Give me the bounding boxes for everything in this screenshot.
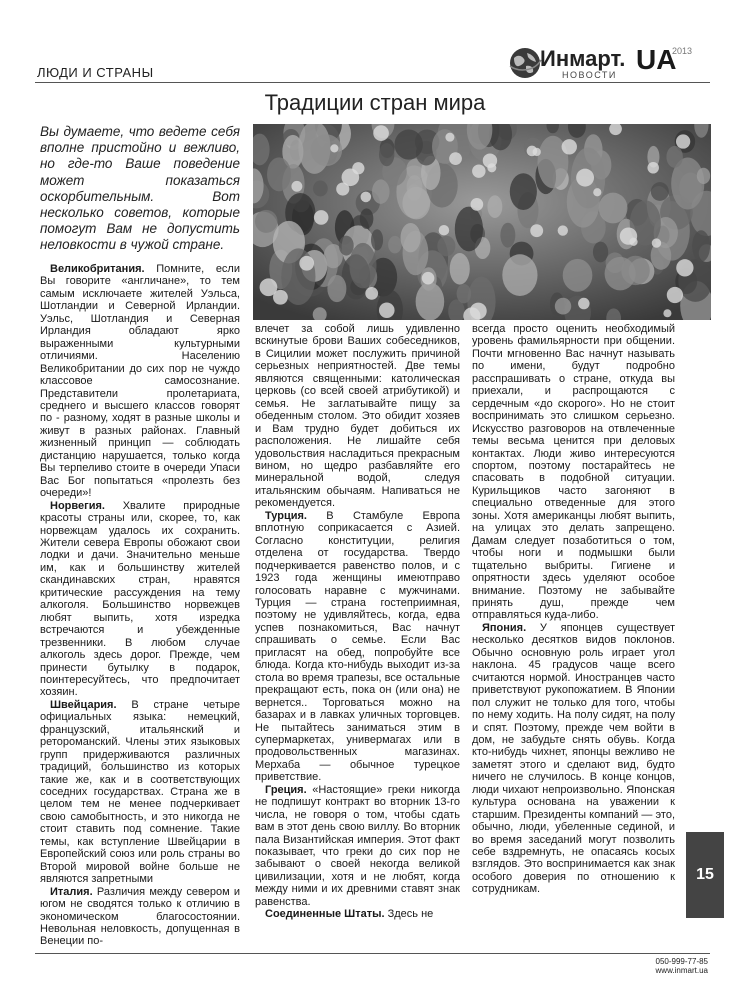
- footer-phone: 050-999-77-85: [655, 957, 708, 966]
- bottom-rule: [35, 953, 710, 954]
- top-rule: [35, 82, 710, 83]
- column-2: [255, 323, 460, 921]
- paragraph-lead: Греция.: [265, 783, 307, 796]
- paragraph: [40, 699, 240, 886]
- paragraph: [255, 510, 460, 784]
- logo-news: НОВОСТИ: [562, 70, 617, 80]
- paragraph-text: Помните, если Вы говорите «англичане», то тем самым исключаете жителей Уэльса, Шотландии и Северной Ирландии. Уэльс, Шотландия и Северная Ирландия обладают ярко выраженными культурными отличиями. Населению Великобритании до сих пор не чуждо классовое самосознание. Представители пролетариата, среднего и высшего классов говорят по - разному, ходят в разные школы и живут в разных районах. Главный жизненный принцип — соблюдать дистанцию нарушается, только когда Вы терпеливо стоите в очереди Упаси Вас Бог попытаться «пролезть без очереди»!: [40, 263, 240, 500]
- paragraph-text: В стране четыре официальных языка: немецкий, французский, итальянский и ретороманский. Члены этих языковых групп придерживаются различных традиций, большинство из которых такие же, как и в соответствующих соседних государствах. Страна же в целом тем не менее подчеркивает свою самобытность, и это никогда не стоит ставить под сомнение. Такие темы, как вступление Швейцарии в Европейский союз или роль страны во Второй мировой войне больше не являются запретными: [40, 698, 240, 886]
- column-3: [472, 323, 675, 896]
- paragraph-text: У японцев существует несколько десятков видов поклонов. Обычно основную роль играет угол наклона. 45 градусов чаще всего считаются нормой. Иностранцев часто приветствуют рукопожатием. В Японии пол служит не только для того, чтобы по нему ходить. На полу сидят, на полу и спят. Поэтому, прежде чем войти в дом, не забудьте снять обувь. Когда кто-нибудь чихнет, японцы вежливо не заметят этого и сделают вид, будто ничего не случилось. В конце концов, люди чихают непроизвольно. Японская культура основана на уважении к старшим. Президенты компаний — это, обычно, люди, убеленные сединой, и во время заседаний могут позволить себе вздремнуть, не опасаясь косых взглядов. Это воспринимается как знак особого доверия по отношению к сотрудникам.: [472, 621, 675, 896]
- paragraph-lead: Швейцария.: [50, 698, 117, 711]
- paragraph: [255, 908, 460, 920]
- paragraph-lead: Япония.: [482, 621, 527, 634]
- paragraph-text: всегда просто оценить необходимый уровень фамильярности при общении. Почти мгновенно Вас начнут называть по имени, будут подробно расспрашивать о стране, откуда вы приехали, и распрощаются с сердечным «до скорого». Но не стоит воспринимать это слишком серьезно. Искусство разговоров на отвлеченные темы весьма ценится при деловых контактах. Люди живо интересуются спортом, поэтому постарайтесь не спасовать в подобной ситуации. Курильщиков часто загоняют в специально отведенные для этого зоны. Хотя американцы любят выпить, на улицах это делать запрещено. Дамам следует позаботиться о том, чтобы ноги и подмышки были тщательно выбриты. Гигиене и опрятности здесь уделяют особое внимание. Поэтому не забывайте принять душ, прежде чем отправляться куда-либо.: [472, 323, 675, 622]
- article-intro: Вы думаете, что ведете себя вполне пристойно и вежливо, но где-то Ваше поведение может показаться оскорбительным. Вот несколько советов, которые помогут Вам не допустить неловкости в чужой стране.: [40, 124, 240, 253]
- paragraph-lead: Великобритания.: [50, 263, 145, 275]
- article-photo: [253, 124, 711, 320]
- paragraph: [40, 500, 240, 699]
- page-number-tab: 15: [686, 832, 724, 918]
- paragraph-lead: Италия.: [50, 885, 93, 898]
- paragraph-text: Здесь не: [384, 908, 434, 921]
- paragraph-text: Различия между севером и югом не сводятся только к отличию в экономическом благосостоянии. Невольная неловкость, допущенная в Венеции по-: [40, 885, 240, 948]
- article-title: Традиции стран мира: [264, 90, 486, 115]
- inmart-logo[interactable]: [508, 44, 708, 86]
- logo-name: Инмарт.: [540, 46, 626, 71]
- paragraph-text: влечет за собой лишь удивленно вскинутые брови Ваших собеседников, в Сицилии может послужить причиной серьезных неприятностей. Две темы являются священными: католическая церковь (со всей своей атрибутикой) и семья. Не заглатывайте пищу за обеденным столом. Это обидит хозяев и Вам трудно будет добиться их расположения. Не лишайте себя удовольствия насладиться прекрасным вином, но щедро разбавляйте его минеральной водой, следуя итальянским обычаям. Напиваться не рекомендуется.: [255, 323, 460, 510]
- paragraph: [472, 323, 675, 622]
- logo-ua: UA: [636, 44, 677, 75]
- footer-website[interactable]: www.inmart.ua: [655, 966, 708, 975]
- section-label: ЛЮДИ И СТРАНЫ: [37, 65, 154, 80]
- paragraph: [40, 886, 240, 948]
- logo-year: 2013: [672, 46, 693, 56]
- paragraph: [472, 622, 675, 896]
- paragraph-lead: Норвегия.: [50, 499, 105, 512]
- paragraph: [40, 263, 240, 500]
- paragraph-text: Хвалите природные красоты страны или, скорее, то, как норвежцам удалось их сохранить. Жители севера Европы обожают свои лодки и дачи. Значительно меньше им, как и большинству жителей скандинавских стран, нравятся критические рассуждения на тему алкоголя. Большинство норвежцев любят выпить, хотя изредка встречаются и убежденные трезвенники. В любом случае алкоголь здесь дорог. Прежде, чем принести бутылку в подарок, поинтересуйтесь, что предпочитает хозяин.: [40, 499, 240, 699]
- paragraph-text: В Стамбуле Европа вплотную соприкасается с Азией. Согласно конституции, религия отделена от государства. Твердо подчеркивается равенство полов, и с 1923 года женщины имеютправо голосовать наравне с мужчинами. Турция — страна гостеприимная, поэтому не удивляйтесь, когда, едва успев познакомиться, Вас начнут спрашивать о семье. Если Вас пригласят на обед, попробуйте все блюда. Когда кто-нибудь выходит из-за стола во время трапезы, все остальные прекращают есть, пока он (или она) не вернется.. Торговаться можно на базарах и в лавках уличных торговцев. Не пытайтесь заниматься этим в супермаркетах, универмагах или в продовольственных магазинах. Мерхаба — обычное турецкое приветствие.: [255, 509, 460, 784]
- paragraph: [255, 784, 460, 909]
- paragraph: [255, 323, 460, 510]
- paragraph-lead: Турция.: [265, 509, 307, 522]
- paragraph-lead: Соединенные Штаты.: [265, 908, 385, 921]
- globe-icon: [508, 46, 542, 80]
- column-1: [40, 263, 240, 948]
- paragraph-text: «Настоящие» греки никогда не подпишут контракт во вторник 13-го числа, не говоря о том, чтобы сдать вам в этот день свою виллу. Во вторник пала Византийская империя. Этот факт показывает, что греки до сих пор не забывают о своей некогда великой цивилизации, хотя и не любят, когда между ними и их древними ставят знак равенства.: [255, 783, 460, 908]
